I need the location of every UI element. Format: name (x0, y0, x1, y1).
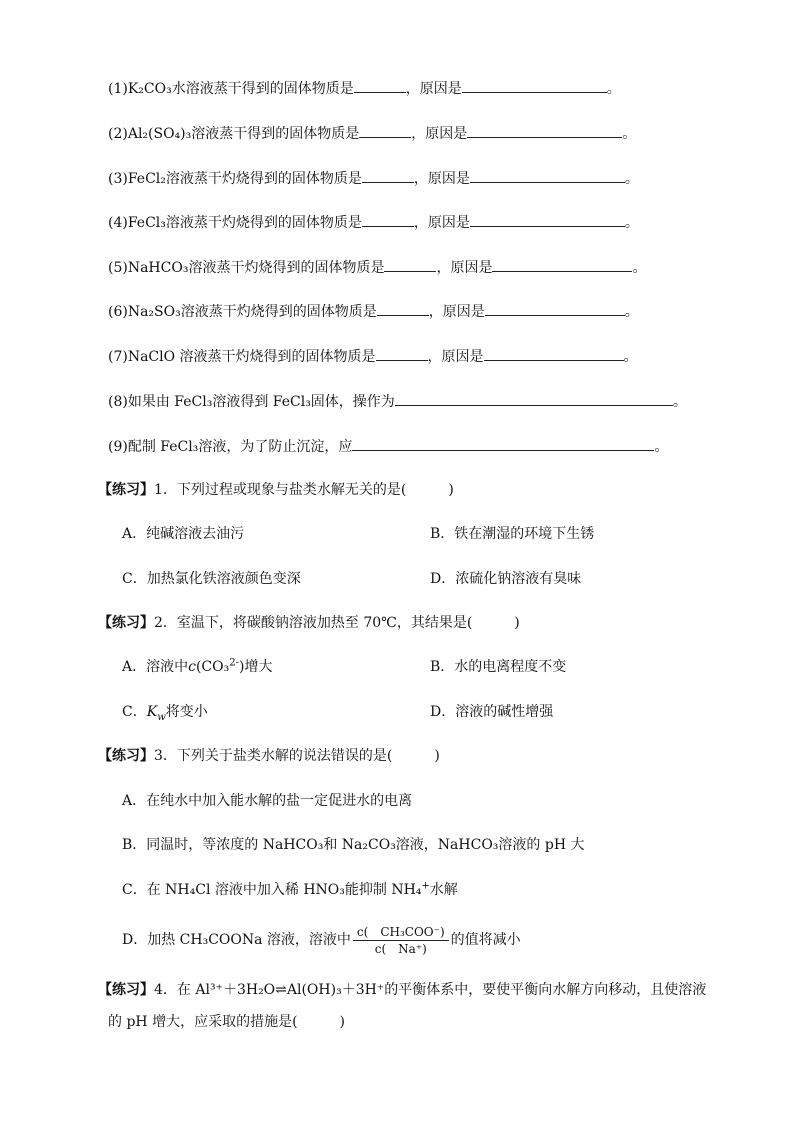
question-9 (108, 436, 668, 457)
period: 。 (632, 260, 647, 276)
question-6 (108, 301, 639, 322)
reason-label: ，原因是 (405, 81, 462, 97)
ion-formula: (CO₃ (195, 659, 230, 675)
question-label: (1)K₂CO₃水溶液蒸干得到的固体物质是 (108, 81, 354, 97)
reason-blank[interactable] (470, 212, 625, 227)
reason-blank[interactable] (470, 168, 625, 183)
fraction-numerator: c( CH₃COO⁻) (353, 924, 449, 941)
exercise-4-stem (98, 980, 706, 1000)
exercise-stem: 3．下列关于盐类水解的说法错误的是( ) (154, 748, 440, 764)
exercise-3-option-a[interactable]: A．在纯水中加入能水解的盐一定促进水的电离 (122, 793, 413, 809)
question-label: (5)NaHCO₃溶液蒸干灼烧得到的固体物质是 (108, 260, 385, 276)
exercise-2-option-d[interactable]: D．溶液的碱性增强 (430, 704, 554, 720)
reason-label: ，原因是 (436, 260, 493, 276)
answer-blank[interactable] (359, 123, 411, 138)
exercise-2-option-c[interactable] (122, 702, 208, 722)
question-8 (108, 391, 687, 412)
answer-blank[interactable] (362, 168, 414, 183)
option-text: C．在 NH₄Cl 溶液中加入稀 HNO₃能抑制 NH₄ (122, 882, 422, 898)
period: 。 (624, 215, 639, 231)
reason-label: ，原因是 (428, 304, 485, 320)
reason-label: ，原因是 (411, 126, 468, 142)
option-text: D．加热 CH₃COONa 溶液，溶液中 (122, 932, 351, 948)
exercise-tag: 【练习】 (98, 482, 154, 498)
option-text: 将变小 (165, 704, 208, 720)
period: 。 (654, 439, 669, 455)
exercise-2-stem (98, 613, 520, 633)
answer-blank[interactable] (384, 257, 436, 272)
answer-blank[interactable] (362, 212, 414, 227)
period: 。 (624, 171, 639, 187)
reason-label: ，原因是 (413, 215, 470, 231)
question-4 (108, 212, 639, 233)
exercise-3-option-d[interactable] (122, 920, 521, 960)
exercise-tag: 【练习】 (98, 615, 154, 631)
reason-blank[interactable] (467, 123, 622, 138)
exercise-1-stem (98, 480, 454, 500)
option-text: 的值将减小 (450, 932, 521, 948)
reason-blank[interactable] (485, 301, 625, 316)
question-2 (108, 123, 636, 144)
option-letter: C． (122, 704, 147, 720)
question-label: (7)NaClO 溶液蒸干灼烧得到的固体物质是 (108, 349, 376, 365)
reason-label: ，原因是 (413, 171, 470, 187)
exercise-1-option-a[interactable]: A．纯碱溶液去油污 (122, 526, 245, 542)
ion-charge: 2- (229, 657, 239, 669)
exercise-1-option-c[interactable]: C．加热氯化铁溶液颜色变深 (122, 571, 301, 587)
reason-blank[interactable] (492, 257, 632, 272)
kw-symbol: K (146, 704, 158, 720)
reason-blank[interactable] (462, 78, 607, 93)
exercise-1-option-b[interactable]: B．铁在潮湿的环境下生锈 (430, 526, 595, 542)
question-label: (9)配制 FeCl₃溶液，为了防止沉淀，应 (108, 439, 353, 455)
exercise-stem: 4．在 Al³⁺＋3H₂O⇌Al(OH)₃＋3H⁺的平衡体系中，要使平衡向水解方向移动，且使溶液 (154, 982, 707, 998)
answer-blank[interactable] (354, 78, 406, 93)
question-label: (6)Na₂SO₃溶液蒸干灼烧得到的固体物质是 (108, 304, 377, 320)
concentration-ratio (353, 924, 449, 957)
period: 。 (606, 81, 621, 97)
reason-label: ，原因是 (427, 349, 484, 365)
fraction-denominator: c( Na⁺) (374, 941, 427, 956)
exercise-3-option-b[interactable]: B．同温时，等浓度的 NaHCO₃和 Na₂CO₃溶液，NaHCO₃溶液的 pH 大 (122, 837, 585, 853)
reason-blank[interactable] (484, 346, 624, 361)
answer-blank[interactable] (377, 301, 429, 316)
exercise-tag: 【练习】 (98, 982, 154, 998)
ion-charge: + (421, 880, 430, 892)
question-label: (4)FeCl₃溶液蒸干灼烧得到的固体物质是 (108, 215, 362, 231)
period: 。 (622, 126, 637, 142)
exercise-stem: 2．室温下，将碳酸钠溶液加热至 70℃，其结果是( ) (154, 615, 520, 631)
exercise-4-stem-cont: 的 pH 增大，应采取的措施是( ) (108, 1014, 345, 1030)
period: 。 (672, 394, 687, 410)
exercise-3-stem (98, 746, 440, 766)
question-5 (108, 257, 646, 278)
concentration-symbol: c (188, 659, 196, 675)
answer-blank[interactable] (352, 436, 654, 451)
question-7 (108, 346, 638, 367)
option-text: 水解 (429, 882, 458, 898)
question-3 (108, 168, 639, 189)
exercise-2-option-a[interactable] (122, 657, 272, 677)
option-text: )增大 (238, 659, 273, 675)
question-1 (108, 78, 621, 99)
exercise-1-option-d[interactable]: D．浓硫化钠溶液有臭味 (430, 571, 582, 587)
question-label: (8)如果由 FeCl₃溶液得到 FeCl₃固体，操作为 (108, 394, 395, 410)
option-text: A．溶液中 (122, 659, 189, 675)
answer-blank[interactable] (376, 346, 428, 361)
question-label: (3)FeCl₂溶液蒸干灼烧得到的固体物质是 (108, 171, 362, 187)
exercise-3-option-c[interactable] (122, 880, 458, 900)
answer-blank[interactable] (395, 391, 673, 406)
exercise-2-option-b[interactable]: B．水的电离程度不变 (430, 659, 567, 675)
exercise-stem: 1．下列过程或现象与盐类水解无关的是( ) (154, 482, 454, 498)
exercise-tag: 【练习】 (98, 748, 154, 764)
period: 。 (624, 304, 639, 320)
question-label: (2)Al₂(SO₄)₃溶液蒸干得到的固体物质是 (108, 126, 360, 142)
period: 。 (623, 349, 638, 365)
kw-subscript: w (157, 711, 166, 723)
